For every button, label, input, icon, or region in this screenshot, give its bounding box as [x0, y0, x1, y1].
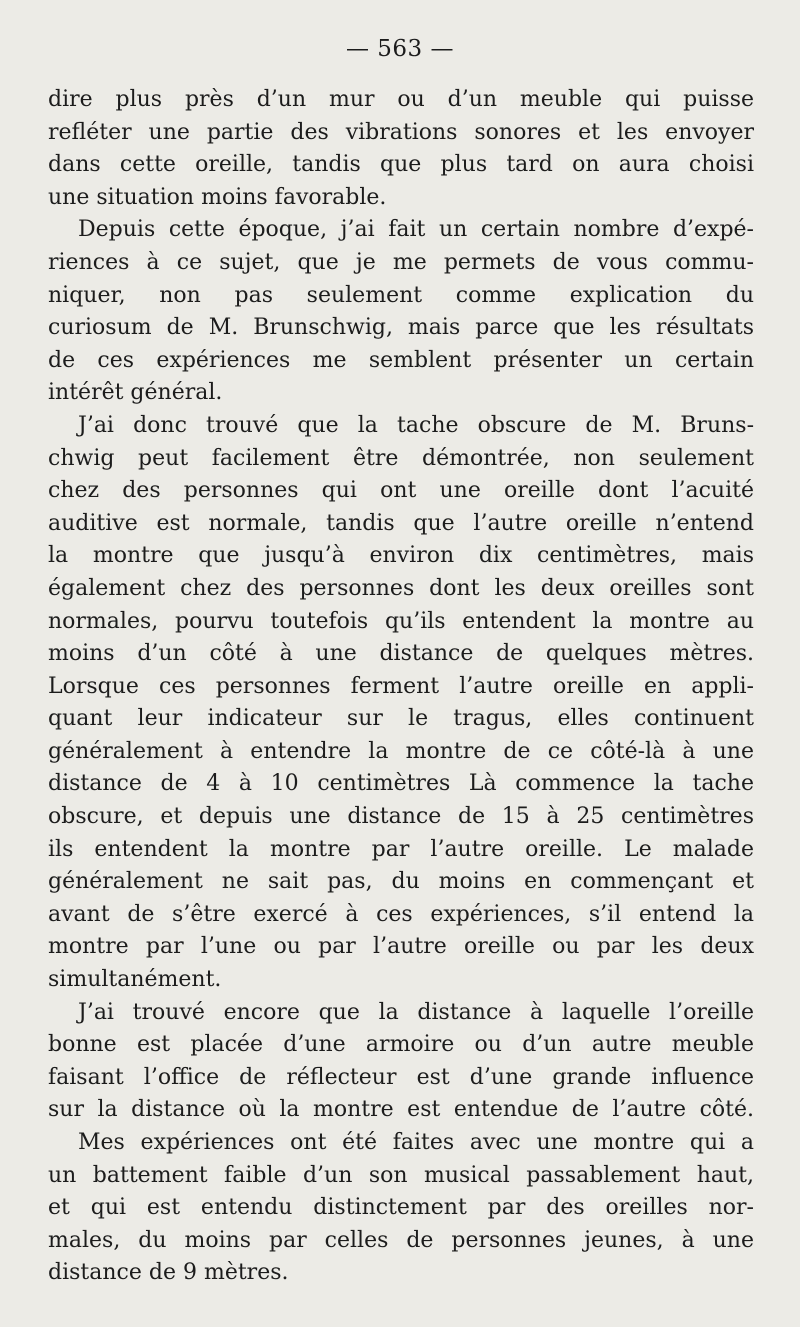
text-line: généralement à entendre la montre de ce côté-là à une: [48, 738, 754, 764]
text-line: J’ai trouvé encore que la distance à laquelle l’oreille: [78, 999, 754, 1025]
text-line: ils entendent la montre par l’autre oreille. Le malade: [48, 836, 754, 862]
text-line: dire plus près d’un mur ou d’un meuble qui puisse: [48, 87, 754, 112]
text-line: chez des personnes qui ont une oreille dont l’acuité: [48, 478, 754, 504]
text-line: un battement faible d’un son musical passablement haut,: [48, 1162, 754, 1188]
text-line: normales, pourvu toutefois qu’ils entendent la montre au: [48, 608, 754, 634]
text-line: une situation moins favorable.: [48, 184, 387, 210]
text-line: la montre que jusqu’à environ dix centimètres, mais: [48, 543, 754, 569]
text-line: montre par l’une ou par l’autre oreille ou par les deux: [48, 934, 754, 960]
text-line: moins d’un côté à une distance de quelques mètres.: [48, 641, 754, 667]
text-line: refléter une partie des vibrations sonores et les envoyer: [48, 119, 754, 145]
text-line: et qui est entendu distinctement par des oreilles nor-: [48, 1195, 754, 1221]
text-line: distance de 9 mètres.: [48, 1260, 289, 1286]
text-line: de ces expériences me semblent présenter un certain: [48, 347, 754, 373]
text-line: Lorsque ces personnes ferment l’autre oreille en appli-: [48, 673, 754, 699]
text-line: curiosum de M. Brunschwig, mais parce que les résultats: [48, 315, 754, 341]
text-line: quant leur indicateur sur le tragus, elles continuent: [48, 706, 754, 732]
text-line: simultanément.: [48, 967, 222, 993]
body-text: [48, 84, 754, 1290]
text-line: J’ai donc trouvé que la tache obscure de M. Bruns-: [78, 412, 754, 438]
text-line: avant de s’être exercé à ces expériences, s’il entend la: [48, 901, 754, 927]
text-line: faisant l’office de réflecteur est d’une grande influence: [48, 1064, 754, 1090]
page-number: — 563 —: [345, 36, 455, 62]
text-line: intérêt général.: [48, 380, 223, 406]
text-line: Mes expériences ont été faites avec une montre qui a: [78, 1130, 754, 1155]
text-line: niquer, non pas seulement comme explication du: [48, 282, 754, 308]
text-line: riences à ce sujet, que je me permets de vous commu-: [48, 249, 754, 275]
text-line: distance de 4 à 10 centimètres Là commence la tache: [48, 771, 754, 797]
text-line: Depuis cette époque, j’ai fait un certain nombre d’expé-: [78, 217, 754, 243]
text-line: auditive est normale, tandis que l’autre oreille n’entend: [48, 510, 754, 536]
text-line: sur la distance où la montre est entendue de l’autre côté.: [48, 1097, 754, 1123]
text-line: dans cette oreille, tandis que plus tard on aura choisi: [48, 152, 754, 178]
text-line: également chez des personnes dont les deux oreilles sont: [48, 575, 754, 601]
text-line: généralement ne sait pas, du moins en commençant et: [48, 869, 754, 895]
text-line: chwig peut facilement être démontrée, non seulement: [48, 445, 754, 471]
text-line: obscure, et depuis une distance de 15 à 25 centimètres: [48, 804, 754, 830]
text-line: males, du moins par celles de personnes jeunes, à une: [48, 1227, 754, 1253]
text-line: bonne est placée d’une armoire ou d’un autre meuble: [48, 1032, 754, 1058]
